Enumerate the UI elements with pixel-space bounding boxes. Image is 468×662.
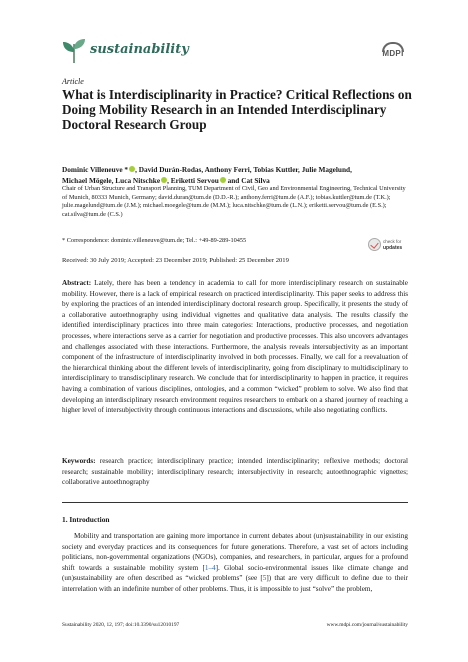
article-type: Article [62,77,84,86]
leaf-logo-icon [62,38,86,64]
correspondence: * Correspondence: dominic.villeneuve@tum.de; Tel.: +49-89-289-10455 [62,237,247,244]
mdpi-logo[interactable] [378,42,408,62]
footer-url[interactable]: www.mdpi.com/journal/sustainability [326,622,408,628]
abstract-label: Abstract: [62,279,92,287]
publication-dates: Received: 30 July 2019; Accepted: 23 December 2019; Published: 25 December 2019 [62,257,289,264]
citation-link[interactable]: 5 [262,574,267,583]
author-text: Michael Mögele, Luca Nitschke [62,175,161,185]
citation-link[interactable]: 1–4 [204,563,216,572]
intro-text: Mobility and transportation are gaining more importance in current debates about (un)sustainability in our existing society and everyday practices and its consequences for future generations. Therefore, a vast set of actors including politicians, non-governmental organizations (NGOs), companies, and researchers, in particular, argues for a profound shift towards a sustainable mobility system [ [62,532,408,572]
paper-title: What is Interdisciplinarity in Practice? Critical Reflections on Doing Mobility Research in an Intended Interdisciplinary Doctoral Research Group [62,87,412,133]
check-for-updates-badge[interactable] [368,236,408,256]
journal-name[interactable]: sustainability [90,42,189,57]
intro-text: ]) that are very difficult to define due to their interrelation with an indefinite number of other problems. Thus, it is impossible to just “solve” the problem, [62,574,408,593]
journal-header [62,36,408,72]
intro-text: ]. Global socio-environmental issues like climate change and (un)sustainability are often described as “wicked problems” (see [ [62,563,408,583]
keywords-text: research practice; interdisciplinary practice; intended interdisciplinarity; reflexive methods; doctoral research; sustainable mobility; interdisciplinary research; intersubjectivity in research; autoethnographic vignettes; collaborative autoethnography [62,457,408,487]
author-text: and Cat Silva [225,175,270,185]
affiliation: Chair of Urban Structure and Transport Planning, TUM Department of Civil, Geo and Environmental Engineering, Technical University of Munich, 80333 Munich, Germany; david.duran@tum.de (D.D.-R.); anthony.ferri@tum.de (A.F.); tobias.kuttler@tum.de (T.K.); julie.magelund@tum.de (J.M.); michael.moegele@tum.de (M.M.); luca.nitschke@tum.de (L.N.); eriketti.servou@tum.de (E.S.); cat.silva@tum.de (C.S.) [62,185,406,218]
author-text: , David Durán-Rodas, Anthony Ferri, Tobias Kuttler, Julie Magelund, [135,165,352,174]
section-heading: 1. Introduction [62,515,110,524]
intro-paragraph [62,531,408,595]
keywords-label: Keywords: [62,457,96,465]
footer-citation: Sustainability 2020, 12, 197; doi:10.3390/su12010197 [62,622,180,628]
check-icon [368,238,381,251]
updates-line1: check for [383,239,402,244]
abstract-text: Lately, there has been a tendency in academia to call for more interdisciplinary research on sustainable mobility. However, there is a lack of empirical research on practiced interdisciplinarity. This paper seeks to address this by exploring the practices of an intended interdisciplinary doctoral research group. Specifically, it presents the study of a collaborative autoethnography using individual vignettes and qualitative data analysis. The results classify the identified interdisciplinary practices into three main categories: Interactions, productive processes, and negotiation processes, where interactions serve as a carrier for negotiation and productive processes. This also uncovers advantages and challenges associated with these interactions. Furthermore, the analysis reveals intersubjectivity as an important component of the infrastructure of interdisciplinarity involved in both processes. Finally, we call for a reevaluation of the hierarchical thinking about the different levels of interdisciplinarity, going from disciplinary to multidisciplinary to interdisciplinary to transdisciplinary research. We conclude that for interdisciplinarity to happen in practice, it requires having a combination of various disciplines, ontologies, and a common “wicked” problem to solve. We also find that developing an interdisciplinary research environment requires researchers to embark on a shared journey of reaching a higher level of intersubjectivity through continuous interactions and discussions, while also negotiating conflicts. [62,279,408,415]
publisher-name: MDPI [382,49,404,58]
keywords [62,456,408,488]
abstract [62,278,408,416]
updates-line2: updates [383,245,403,251]
mdpi-arc-icon [382,42,404,52]
author-text: Dominic Villeneuve * [62,165,129,174]
section-divider [62,502,408,503]
author-list [62,165,407,187]
author-text: , Eriketti Servou [167,175,219,185]
